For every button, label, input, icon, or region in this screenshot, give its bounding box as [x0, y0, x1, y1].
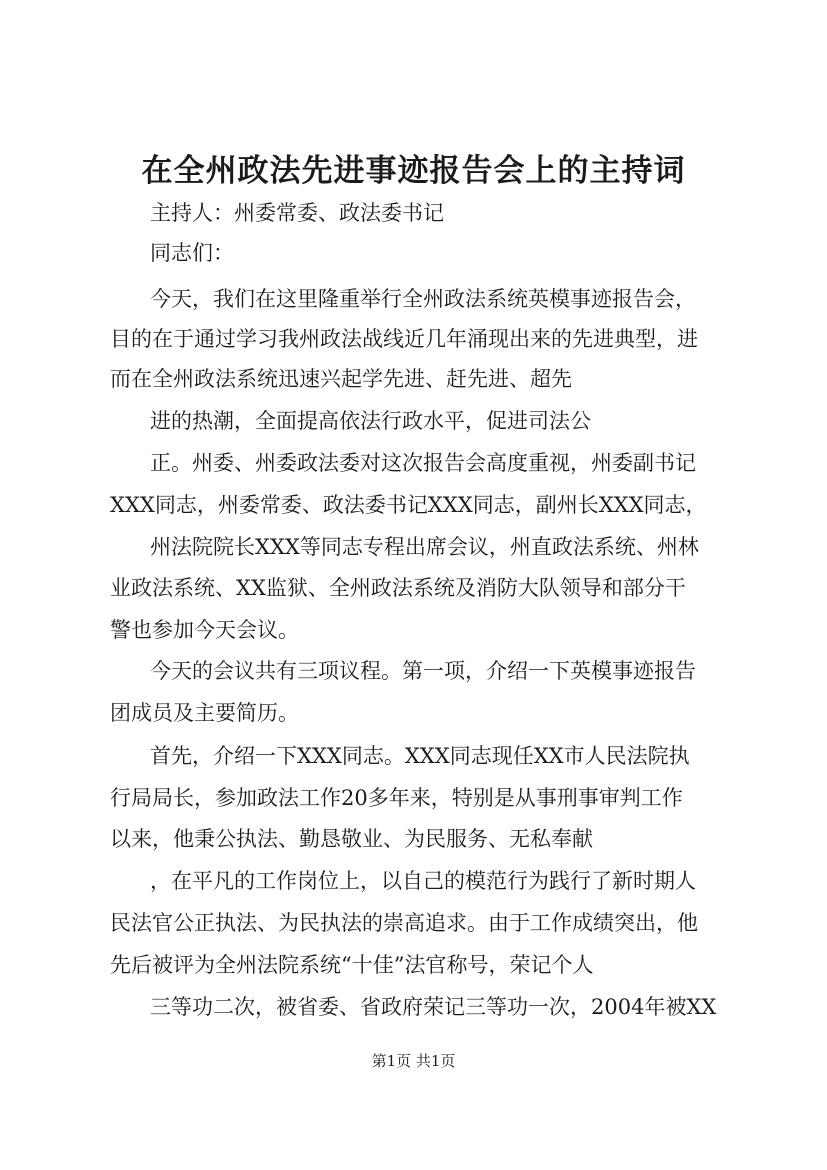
paragraph-line: 州法院院长XXX等同志专程出席会议，州直政法系统、州林 [150, 535, 699, 559]
paragraph-line: 业政法系统、XX监狱、全州政法系统及消防大队领导和部分干 [110, 576, 686, 600]
host-line: 主持人：州委常委、政法委书记 [150, 201, 444, 225]
paragraph-line: 三等功二次，被省委、省政府荣记三等功一次，2004年被XX [150, 995, 717, 1019]
paragraph-line: XXX同志，州委常委、政法委书记XXX同志，副州长XXX同志， [110, 493, 707, 517]
paragraph-line: 进的热潮，全面提高依法行政水平，促进司法公 [150, 409, 591, 433]
paragraph-line: 警也参加今天会议。 [110, 618, 299, 642]
paragraph-line: 今天，我们在这里隆重举行全州政法系统英模事迹报告会， [150, 287, 696, 311]
paragraph-line: 以来，他秉公执法、勤恳敬业、为民服务、无私奉献 [110, 827, 593, 851]
paragraph-line: 民法官公正执法、为民执法的崇高追求。由于工作成绩突出，他 [110, 911, 698, 935]
document-title: 在全州政法先进事迹报告会上的主持词 [141, 153, 686, 189]
paragraph-line: 行局局长，参加政法工作20多年来，特别是从事刑事审判工作 [110, 786, 683, 810]
paragraph-line: ，在平凡的工作岗位上，以自己的模范行为践行了新时期人 [150, 869, 696, 893]
paragraph-line: 而在全州政法系统迅速兴起学先进、赶先进、超先 [110, 367, 572, 391]
paragraph-line: 团成员及主要简历。 [110, 701, 299, 725]
page-footer: 第1页 共1页 [371, 1052, 456, 1070]
paragraph-line: 正。州委、州委政法委对这次报告会高度重视，州委副书记 [150, 451, 696, 475]
paragraph-line: 首先，介绍一下XXX同志。XXX同志现任XX市人民法院执 [150, 744, 690, 768]
salutation-line: 同志们： [150, 241, 234, 265]
paragraph-line: 目的在于通过学习我州政法战线近几年涌现出来的先进典型，进 [110, 327, 698, 351]
paragraph-line: 先后被评为全州法院系统“十佳”法官称号，荣记个人 [110, 953, 594, 977]
paragraph-line: 今天的会议共有三项议程。第一项，介绍一下英模事迹报告 [150, 659, 696, 683]
